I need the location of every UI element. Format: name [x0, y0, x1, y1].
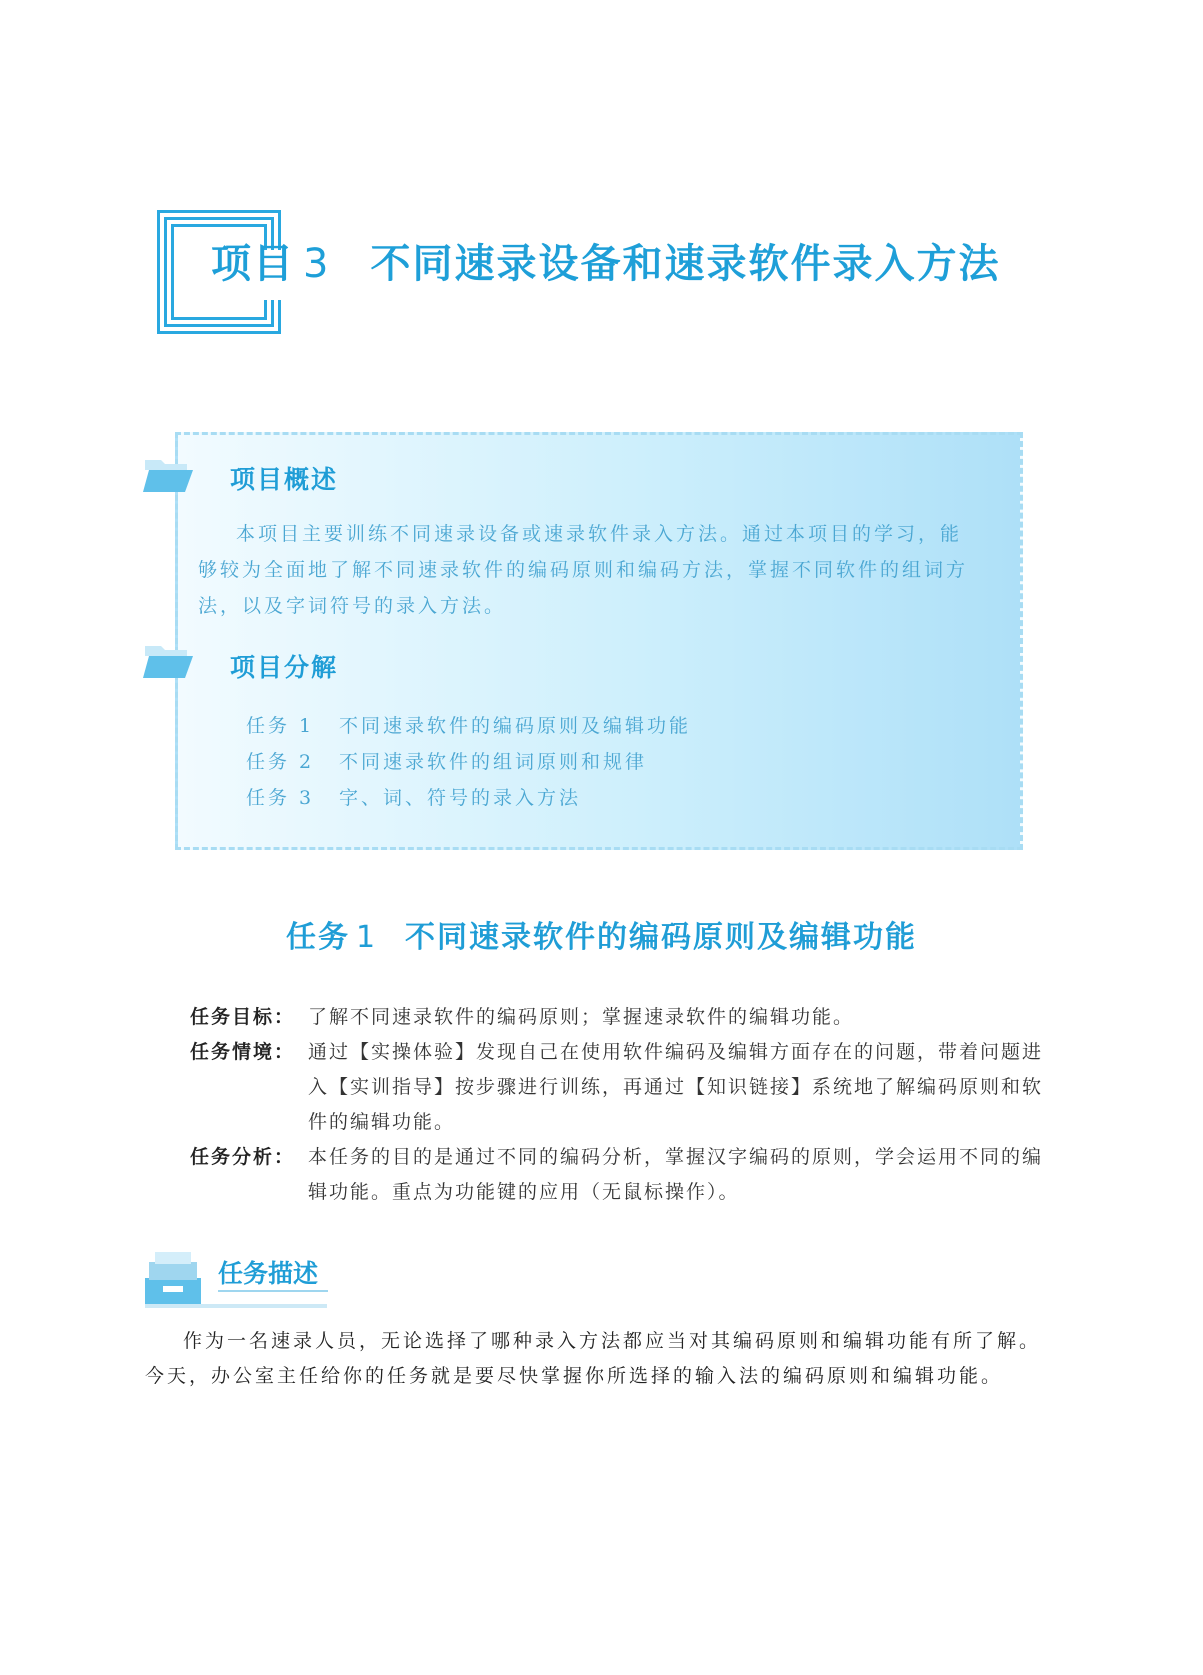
list-item: 任务 1 不同速录软件的编码原则及编辑功能 — [246, 715, 692, 737]
description-heading: 任务描述 — [218, 1259, 319, 1288]
task-goal-text: 了解不同速录软件的编码原则；掌握速录软件的编辑功能。 — [308, 1006, 855, 1028]
chapter-title — [211, 240, 1000, 288]
task-goal — [190, 1000, 1050, 1035]
overview-text: 本项目主要训练不同速录设备或速录软件录入方法。通过本项目的学习，能够较为全面地了解不同速录软件的编码原则和编码方法，掌握不同软件的组词方法，以及字词符号的录入方法。 — [198, 523, 969, 617]
task-number: 1 — [355, 920, 378, 955]
list-item: 任务 2 不同速录软件的组词原则和规律 — [246, 751, 648, 773]
task-goal-label: 任务目标： — [190, 1006, 296, 1028]
description-text: 作为一名速录人员，无论选择了哪种录入方法都应当对其编码原则和编辑功能有所了解。今天，办公室主任给你的任务就是要尽快掌握你所选择的输入法的编码原则和编辑功能。 — [145, 1330, 1042, 1387]
folder-icon — [143, 642, 195, 680]
task-scenario — [190, 1035, 1050, 1140]
task-title — [0, 912, 1203, 956]
breakdown-list — [246, 708, 691, 816]
task-prefix: 任务 — [285, 920, 350, 955]
task-analysis-text: 本任务的目的是通过不同的编码分析，掌握汉字编码的原则，学会运用不同的编辑功能。重点为功能键的应用（无鼠标操作）。 — [308, 1146, 1044, 1203]
divider — [218, 1290, 328, 1292]
chapter-title-text: 不同速录设备和速录软件录入方法 — [370, 241, 1001, 287]
chapter-prefix: 项目 — [211, 241, 295, 287]
task-scenario-text: 通过【实操体验】发现自己在使用软件编码及编辑方面存在的问题，带着问题进入【实训指导】按步骤进行训练，再通过【知识链接】系统地了解编码原则和软件的编辑功能。 — [308, 1041, 1044, 1133]
overview-heading: 项目概述 — [230, 465, 339, 494]
chapter-number: 3 — [303, 241, 331, 287]
folder-icon — [143, 456, 195, 494]
task-analysis — [190, 1140, 1050, 1210]
breakdown-heading: 项目分解 — [230, 653, 339, 682]
task-analysis-label: 任务分析： — [190, 1146, 296, 1168]
task-title-text: 不同速录软件的编码原则及编辑功能 — [405, 920, 918, 955]
task-scenario-label: 任务情境： — [190, 1041, 296, 1063]
list-item: 任务 3 字、词、符号的录入方法 — [246, 787, 582, 809]
